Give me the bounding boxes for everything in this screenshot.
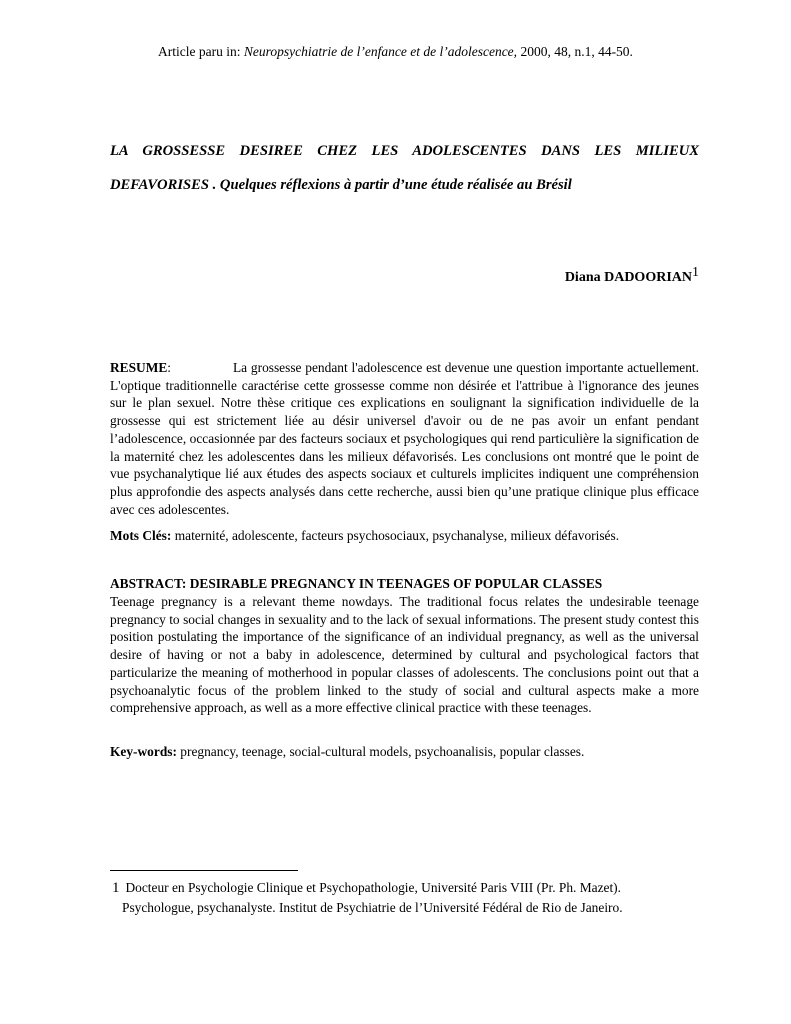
journal-name: Neuropsychiatrie de l’enfance et de l’adolescence, [243, 44, 518, 59]
keywords [110, 743, 699, 761]
footnote-line-2: Psychologue, psychanalyste. Institut de Psychiatrie de l’Université Fédéral de Rio de Janeiro. [122, 900, 623, 915]
keywords-text: pregnancy, teenage, social-cultural models, psychoanalisis, popular classes. [176, 744, 585, 759]
footnote-number: 1 [112, 880, 120, 896]
resume-label: RESUME: [110, 360, 172, 375]
author-name: Diana DADOORIAN [564, 270, 692, 285]
mots-cles [110, 527, 699, 545]
keywords-label: Key-words: [110, 744, 177, 759]
abstract-heading: ABSTRACT: DESIRABLE PREGNANCY IN TEENAGES OF POPULAR CLASSES [110, 576, 603, 591]
article-citation [0, 44, 791, 60]
title-line-2: DEFAVORISES . Quelques réflexions à partir d’une étude réalisée au Brésil [110, 177, 572, 193]
footnote-reference[interactable]: 1 [692, 265, 699, 280]
footnote-separator [110, 870, 298, 871]
resume-text: La grossesse pendant l'adolescence est devenue une question importante actuellement. L'optique traditionnelle caractérise cette grossesse comme non désirée et l'attribue à l'ignorance des jeunes sur le plan sexuel. Notre thèse critique ces explications en soulignant la signification individuelle de la grossesse qui est strictement liée au désir universel d'avoir ou de ne pas avoir un enfant pendant l’adolescence, occasionnée par des facteurs sociaux et psychologiques qui rend particulière la signification de la maternité chez les adolescentes dans les milieux défavorisés. Les conclusions ont montré que le point de vue psychanalytique lié aux études des aspects sociaux et culturels implicites indiquent une compréhension plus approfondie des aspects analysés dans cette recherche, aussi bien qu’une pratique clinique plus efficace avec ces adolescentes. [110, 360, 699, 517]
title-line-1: LA GROSSESSE DESIREE CHEZ LES ADOLESCENTES DANS LES MILIEUX [110, 143, 699, 159]
citation-prefix: Article paru in: [158, 44, 244, 59]
citation-details: 2000, 48, n.1, 44-50. [517, 44, 633, 59]
author [565, 265, 699, 286]
abstract-paragraph: Teenage pregnancy is a relevant theme nowdays. The traditional focus relates the undesirable teenage pregnancy to social changes in sexuality and to the lack of sexual informations. The present study contest this position postulating the importance of the significance of an individual pregnancy, as well as the universal desire of having or not a baby in adolescence, determined by cultural and psychological factors that particularize the meaning of motherhood in popular classes of adolescents. The conclusions point out that a psychoanalytic focus of the problem linked to the study of social and cultural aspects make a more comprehensive approach, as well as a more effective clinical practice with these teenages. [110, 594, 699, 716]
mots-cles-label: Mots Clés: [110, 528, 172, 543]
footnote [112, 878, 623, 918]
mots-cles-text: maternité, adolescente, facteurs psychosociaux, psychanalyse, milieux défavorisés. [171, 528, 620, 543]
footnote-line-1: Docteur en Psychologie Clinique et Psychopathologie, Université Paris VIII (Pr. Ph. Mazet). [125, 880, 621, 895]
resume-paragraph [110, 359, 699, 518]
